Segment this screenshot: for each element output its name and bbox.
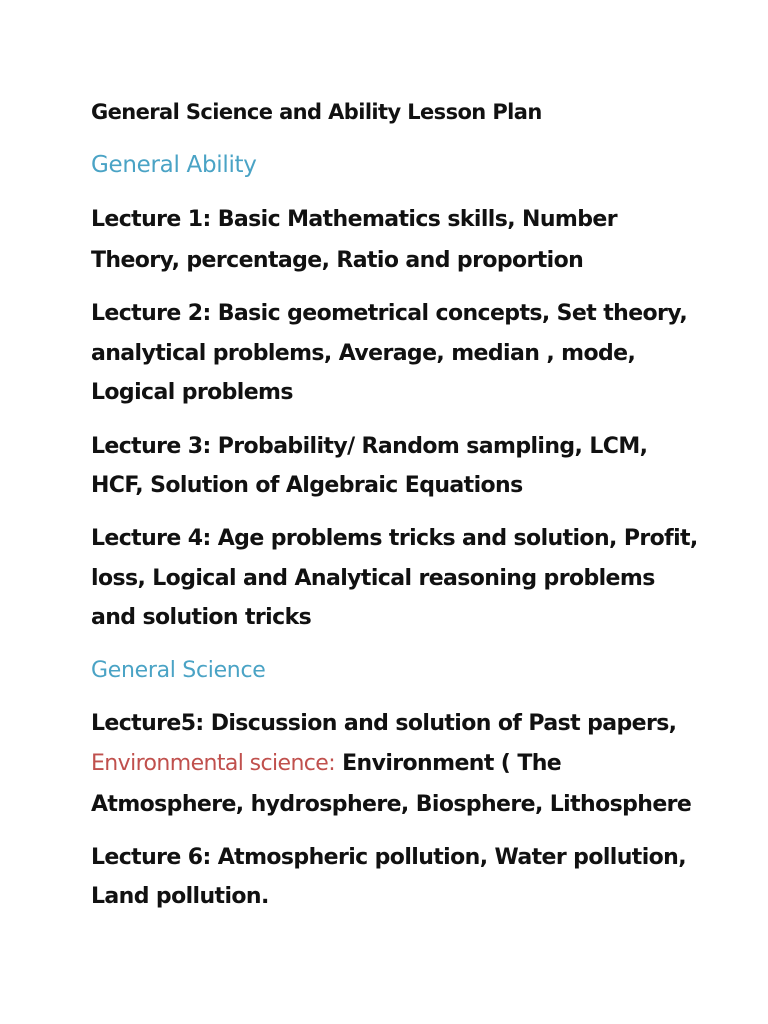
lecture-4-line-3: and solution tricks: [91, 605, 312, 630]
lecture-1-line-2: Theory, percentage, Ratio and proportion: [91, 248, 584, 273]
lecture-3-line-2: HCF, Solution of Algebraic Equations: [91, 473, 523, 498]
section-heading-general-science: General Science: [91, 658, 266, 683]
lecture-5-line-2-text: Environment ( The: [335, 751, 562, 776]
lecture-2-line-3: Logical problems: [91, 380, 293, 405]
lecture-5-line-1: Lecture5: Discussion and solution of Past papers,: [91, 711, 677, 736]
lecture-2-line-2: analytical problems, Average, median , mode,: [91, 341, 636, 366]
lecture-3-line-1: Lecture 3: Probability/ Random sampling, LCM,: [91, 434, 648, 459]
lecture-5-line-2: [91, 751, 561, 777]
lecture-4-line-1: Lecture 4: Age problems tricks and solution, Profit,: [91, 526, 698, 551]
document-title: General Science and Ability Lesson Plan: [91, 100, 542, 124]
environmental-science-label: Environmental science:: [91, 751, 336, 776]
lecture-5-line-3: Atmosphere, hydrosphere, Biosphere, Lithosphere: [91, 792, 692, 817]
lecture-1-line-1: Lecture 1: Basic Mathematics skills, Number: [91, 207, 617, 232]
section-heading-general-ability: General Ability: [91, 152, 257, 178]
lecture-4-line-2: loss, Logical and Analytical reasoning problems: [91, 566, 655, 591]
lecture-2-line-1: Lecture 2: Basic geometrical concepts, Set theory,: [91, 301, 688, 326]
lecture-6-line-2: Land pollution.: [91, 884, 269, 909]
lecture-6-line-1: Lecture 6: Atmospheric pollution, Water pollution,: [91, 845, 686, 870]
